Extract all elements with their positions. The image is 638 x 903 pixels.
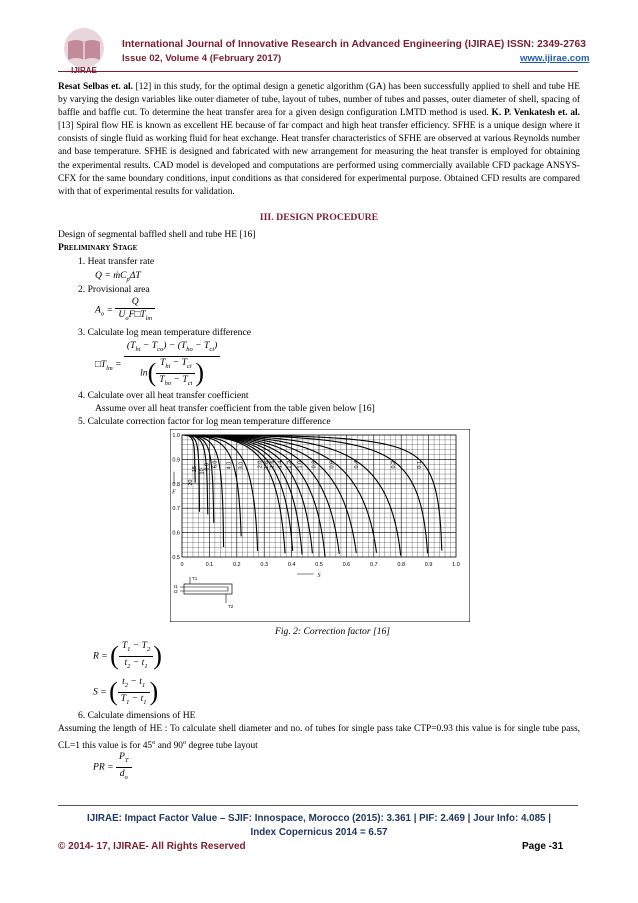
- step-2: 2. Provisional area: [78, 284, 150, 295]
- y-axis-title: F: [172, 489, 176, 496]
- x-tick-label: 0.8: [397, 562, 406, 568]
- x-tick-label: 0: [180, 562, 184, 568]
- eq-S: S = ( $\frac{t_2 - t_1}{T_1 - t_1}$ ): [93, 676, 159, 707]
- header-divider: [58, 71, 578, 72]
- eq-R: R = ( $\frac{T_1 - T_2}{t_2 - t_1}$ ): [93, 640, 162, 671]
- legend-label: T2: [228, 604, 234, 609]
- y-tick-label: 0.9: [172, 457, 180, 464]
- curve-label: 0.8: [311, 460, 318, 469]
- curve-label: 1.6: [269, 460, 276, 469]
- y-tick-label: 0.6: [172, 530, 180, 537]
- stage-heading: Preliminary Stage: [58, 242, 138, 253]
- paragraph-text-2: [13] Spiral flow HE is known as excellent HE because of far compact and high heat transfer efficiency. SFHE is a unique design where it consists of single fluid as working fluid for heat exchange. Heat transfer characteristics of SFHE are observed at various Reynolds number and base temperature. SFHE is designed and fabricated with new arrangement for measuring the heat transfer is employed for obtaining the experimental results. CAD model is developed and computations are performed using commercially available CFD package ANSYS-CFX for the same boundary conditions, input conditions as that considered for experimental purpose. Obtained CFD results are compared with that of experimental results for validation.: [58, 121, 580, 197]
- design-intro: Design of segmental baffled shell and tube HE [16]: [58, 229, 256, 240]
- eq-provisional-area: $A_o$ = $\frac{Q}{U_oF□T_{lm}}$: [95, 296, 155, 325]
- y-tick-label: 0.5: [172, 555, 180, 561]
- legend-label: T1: [192, 576, 198, 581]
- assumption-text: [58, 723, 580, 753]
- x-tick-label: 0.6: [342, 562, 351, 568]
- author-selbas: Resat Selbas et. al.: [58, 82, 133, 92]
- curve-label: 0.2: [390, 460, 397, 469]
- curve-label: 4.0: [226, 461, 233, 470]
- legend-label: t1: [174, 584, 178, 589]
- curve-label: 1.4: [277, 460, 284, 469]
- assumption-b: and 90: [155, 741, 183, 752]
- curve-label: 1.2: [286, 460, 293, 469]
- journal-title: [122, 39, 586, 50]
- curve-label: 1.8: [263, 461, 270, 469]
- curve-label: 0.1: [417, 460, 424, 469]
- paragraph-text-1: [12] in this study, for the optimal design a genetic algorithm (GA) has been successfully applied to shell and tube HE by varying the design variables like outer diameter of tube, layout of tubes, number of tubes and passes, outer diameter of shell, spacing of baffle and baffle cut. To determine the heat transfer area for a given design configuration LMTD method is used.: [58, 82, 580, 119]
- curve-label: 0.4: [354, 460, 361, 469]
- step-1: 1. Heat transfer rate: [78, 256, 155, 267]
- copyright: © 2014- 17, IJIRAE- All Rights Reserved: [58, 841, 246, 852]
- x-tick-label: 0.5: [315, 562, 323, 568]
- x-tick-label: 0.7: [369, 562, 378, 568]
- figure-caption: Fig. 2: Correction factor [16]: [275, 626, 391, 637]
- x-tick-label: 0.2: [232, 562, 241, 568]
- curve-label: 8.0: [204, 462, 211, 471]
- curve-label: 2.0: [257, 460, 264, 469]
- step-6: 6. Calculate dimensions of HE: [78, 710, 196, 721]
- degree-sup-2: o: [182, 739, 187, 747]
- issn: ISSN: 2349-2763: [507, 39, 586, 50]
- curve-label: 3.0: [238, 461, 245, 470]
- x-tick-label: 0.3: [260, 562, 269, 568]
- y-tick-label: 1.0: [172, 433, 180, 439]
- eq-pitch-ratio: PR = $\frac{P_T}{d_o}$: [93, 751, 132, 784]
- curve-label: 20: [188, 479, 195, 486]
- page-number: Page -31: [522, 841, 564, 852]
- x-tick-label: 0.1: [205, 562, 214, 568]
- journal-logo: [54, 26, 114, 76]
- assumption-a: Assuming the length of HE : To calculate shell diameter and no. of tubes for single pass take CTP=0.93 this value is for single tube pass, CL=1 this value is for 45: [58, 724, 580, 752]
- eq-heat-rate: Q = ṁC$_p$ΔT: [95, 270, 141, 283]
- section-heading: III. DESIGN PROCEDURE: [259, 212, 379, 223]
- impact-factor-line: IJIRAE: Impact Factor Value – SJIF: Innospace, Morocco (2015): 3.361 | PIF: 2.469 | Jour Info: 4.085 |: [87, 813, 551, 824]
- x-axis-title: S: [317, 573, 321, 579]
- curve-label: 6.0: [212, 460, 219, 469]
- curve-label: 15: [191, 466, 198, 473]
- assumption-c: degree tube layout: [186, 741, 258, 752]
- issue-info: Issue 02, Volume 4 (February 2017): [122, 53, 282, 64]
- x-tick-label: 1.0: [452, 562, 460, 568]
- journal-name: International Journal of Innovative Research in Advanced Engineering (IJIRAE): [122, 39, 505, 50]
- curve-label: 0.6: [329, 460, 336, 469]
- index-copernicus-line: Index Copernicus 2014 = 6.57: [250, 827, 388, 838]
- legend-label: t2: [174, 589, 178, 594]
- curve-label: 1.0: [297, 460, 304, 469]
- y-tick-label: 0.8: [172, 481, 180, 488]
- website-link[interactable]: www.ijirae.com: [520, 53, 590, 64]
- x-tick-label: 0.9: [424, 562, 433, 568]
- step-3: 3. Calculate log mean temperature difference: [78, 327, 251, 338]
- correction-factor-chart: [170, 429, 470, 622]
- step-4: 4. Calculate over all heat transfer coefficient: [78, 390, 249, 401]
- footer-impact: [58, 812, 580, 840]
- step-5: 5. Calculate correction factor for log mean temperature difference: [78, 416, 331, 427]
- intro-paragraph: [58, 81, 580, 199]
- footer-divider: [58, 805, 578, 806]
- y-tick-label: 0.7: [172, 506, 180, 513]
- author-venkatesh: K. P. Venkatesh et. al.: [491, 108, 580, 119]
- curve-label: 10: [199, 468, 206, 475]
- step-4-note: Assume over all heat transfer coefficient from the table given below [16]: [95, 403, 375, 414]
- x-tick-label: 0.4: [287, 562, 296, 568]
- eq-lmtd: $□T_{lm}$ = $(T_{hi} - T_{co}) - (T_{ho} - T_{ci})$ ln( $\frac{T_{hi} - T_{ci}}{T_{ho} - T_{ci}}$ ): [95, 340, 220, 390]
- degree-sup-1: o: [152, 739, 156, 747]
